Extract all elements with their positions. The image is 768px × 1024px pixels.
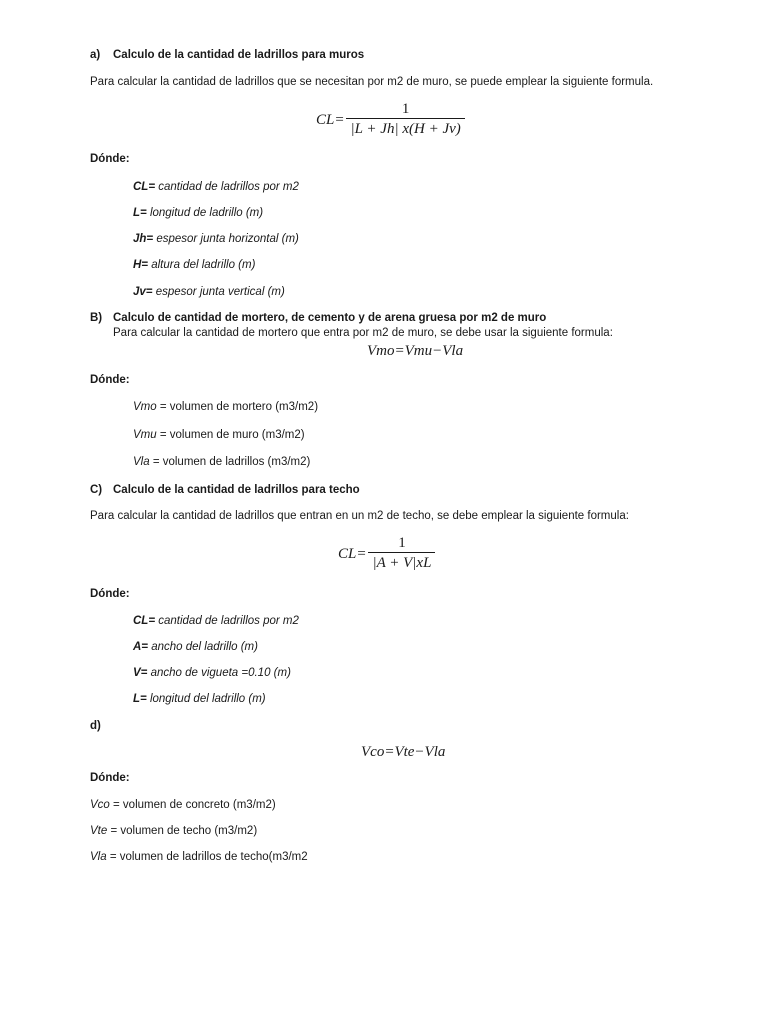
formula-c-lhs: CL=: [338, 545, 367, 562]
formula-d: Vco=Vte−Vla: [361, 744, 446, 760]
formula-a-lhs: CL=: [316, 111, 345, 128]
def-a-h: H= altura del ladrillo (m): [133, 259, 256, 271]
section-a-intro: Para calcular la cantidad de ladrillos que se necesitan por m2 de muro, se puede emplear la siguiente formula.: [90, 76, 654, 88]
section-b-donde: Dónde:: [90, 374, 130, 386]
formula-c: [338, 536, 435, 572]
def-c-cl: CL= cantidad de ladrillos por m2: [133, 615, 299, 627]
def-a-l: L= longitud de ladrillo (m): [133, 207, 264, 219]
def-d-vte: Vte = volumen de techo (m3/m2): [90, 825, 258, 837]
section-a-label: a): [90, 49, 101, 61]
formula-c-denominator: |A + V|xL: [368, 552, 435, 572]
def-c-l: L= longitud del ladrillo (m): [133, 693, 266, 705]
section-b-intro: Para calcular la cantidad de mortero que entra por m2 de muro, se debe usar la siguiente formula:: [113, 327, 613, 339]
def-b-vmo: Vmo = volumen de mortero (m3/m2): [133, 401, 319, 413]
section-a-title: Calculo de la cantidad de ladrillos para muros: [113, 49, 365, 61]
section-c-title: Calculo de la cantidad de ladrillos para techo: [113, 484, 360, 496]
def-a-cl: CL= cantidad de ladrillos por m2: [133, 181, 299, 193]
section-c-donde: Dónde:: [90, 588, 130, 600]
formula-b: Vmo=Vmu−Vla: [367, 343, 464, 359]
def-d-vla: Vla = volumen de ladrillos de techo(m3/m2: [90, 851, 308, 863]
formula-a-denominator: |L + Jh| x(H + Jv): [346, 118, 464, 138]
def-b-vmu: Vmu = volumen de muro (m3/m2): [133, 429, 305, 441]
section-c-label: C): [90, 484, 103, 496]
formula-c-numerator: 1: [398, 535, 406, 551]
section-b-label: B): [90, 312, 103, 324]
section-c-intro: Para calcular la cantidad de ladrillos que entran en un m2 de techo, se debe emplear la siguiente formula:: [90, 510, 629, 522]
def-b-vla: Vla = volumen de ladrillos (m3/m2): [133, 456, 311, 468]
section-b-title: Calculo de cantidad de mortero, de cemento y de arena gruesa por m2 de muro: [113, 312, 547, 324]
def-c-v: V= ancho de vigueta =0.10 (m): [133, 667, 291, 679]
section-d-label: d): [90, 720, 101, 732]
section-a-donde: Dónde:: [90, 153, 130, 165]
def-a-jh: Jh= espesor junta horizontal (m): [133, 233, 299, 245]
section-d-donde: Dónde:: [90, 772, 130, 784]
def-c-a: A= ancho del ladrillo (m): [133, 641, 258, 653]
def-d-vco: Vco = volumen de concreto (m3/m2): [90, 799, 276, 811]
formula-a-numerator: 1: [401, 101, 410, 117]
formula-a: [316, 102, 465, 138]
def-a-jv: Jv= espesor junta vertical (m): [133, 286, 285, 298]
